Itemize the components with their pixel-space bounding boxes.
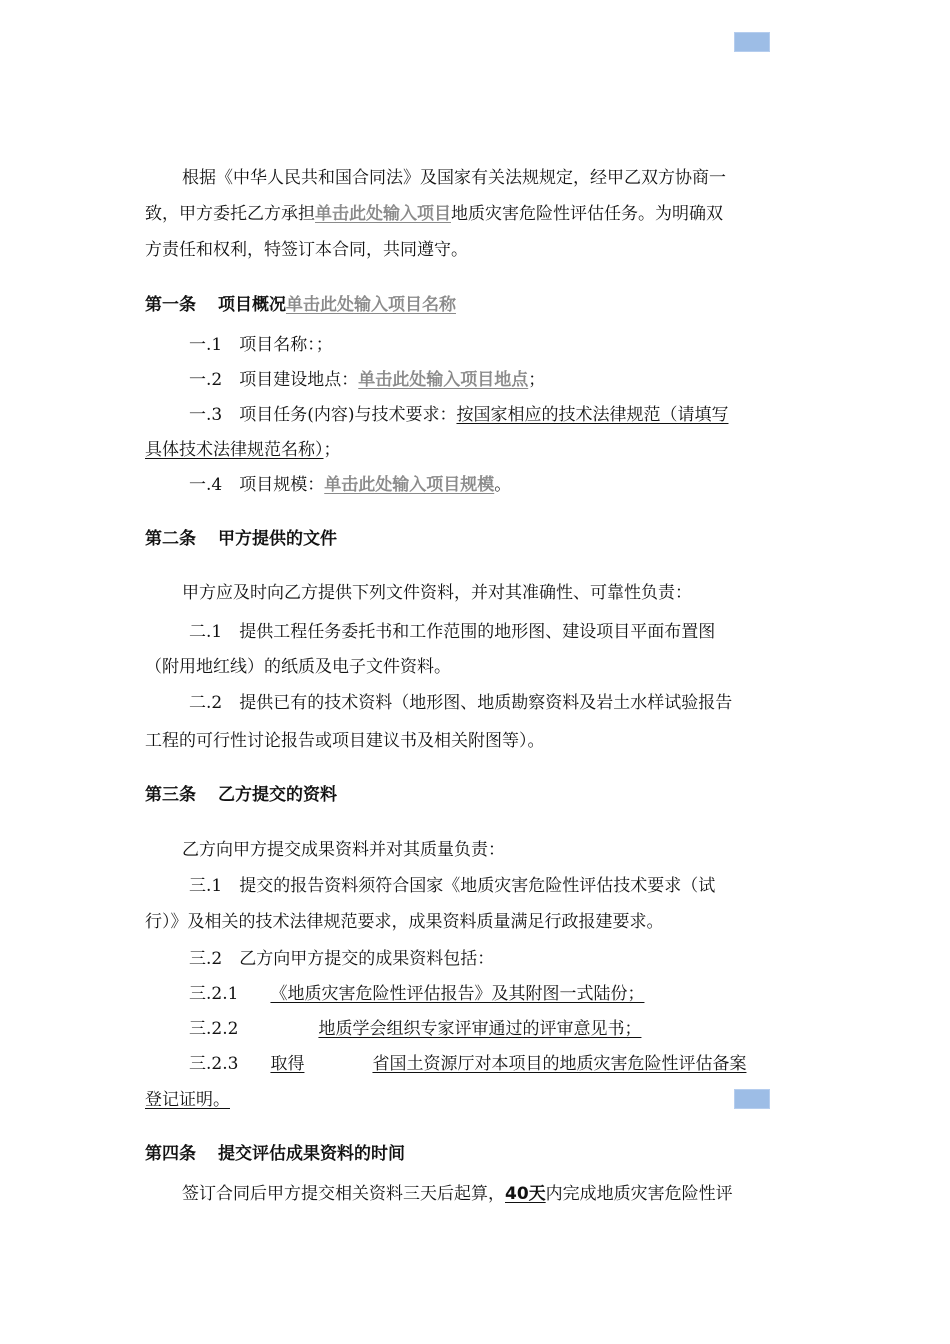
project-location-placeholder[interactable]: 单击此处输入项目地点 xyxy=(358,370,529,390)
article-3-sub-1: 三.2.1 《地质灾害危险性评估报告》及其附图一式陆份； xyxy=(189,984,645,1004)
article-3-item-2: 三.2 乙方向甲方提交的成果资料包括： xyxy=(189,949,495,969)
article-3-item-1-cont: 行）》及相关的技术法律规范要求，成果资料质量满足行政报建要求。 xyxy=(145,912,664,932)
article-1-item-3-cont: 具体技术法律规范名称）； xyxy=(145,440,341,460)
project-placeholder-field[interactable]: 单击此处输入项目 xyxy=(315,204,451,224)
article-1-heading: 第一条 项目概况单击此处输入项目名称 xyxy=(145,295,456,315)
intro-line-2: 致，甲方委托乙方承担单击此处输入项目地质灾害危险性评估任务。为明确双 xyxy=(145,204,723,224)
article-2-item-1-cont: （附用地红线）的纸质及电子文件资料。 xyxy=(145,657,451,677)
article-4-line-1: 签订合同后甲方提交相关资料三天后起算，40天内完成地质灾害危险性评 xyxy=(182,1184,733,1204)
intro-line-3: 方责任和权利，特签订本合同，共同遵守。 xyxy=(145,240,468,260)
article-2-intro: 甲方应及时向乙方提供下列文件资料，并对其准确性、可靠性负责： xyxy=(182,583,692,603)
article-2-heading: 第二条 甲方提供的文件 xyxy=(145,529,337,549)
article-3-sub-2: 三.2.2 地质学会组织专家评审通过的评审意见书； xyxy=(189,1019,642,1039)
article-2-item-2: 二.2 提供已有的技术资料（地形图、地质勘察资料及岩土水样试验报告 xyxy=(189,693,733,713)
article-2-item-2-cont: 工程的可行性讨论报告或项目建议书及相关附图等）。 xyxy=(145,731,545,751)
article-1-item-1: 一.1 项目名称：； xyxy=(189,335,333,355)
page-marker-middle xyxy=(734,1089,770,1109)
article-4-heading: 第四条 提交评估成果资料的时间 xyxy=(145,1144,405,1164)
article-1-item-3: 一.3 项目任务(内容)与技术要求：按国家相应的技术法律规范（请填写 xyxy=(189,405,729,425)
article-3-item-1: 三.1 提交的报告资料须符合国家《地质灾害危险性评估技术要求（试 xyxy=(189,876,716,896)
project-scale-placeholder[interactable]: 单击此处输入项目规模 xyxy=(324,475,495,495)
article-2-item-1: 二.1 提供工程任务委托书和工作范围的地形图、建设项目平面布置图 xyxy=(189,622,716,642)
article-1-item-4: 一.4 项目规模：单击此处输入项目规模。 xyxy=(189,475,512,495)
article-3-sub-3-cont: 登记证明。 xyxy=(145,1090,230,1110)
article-1-item-2: 一.2 项目建设地点：单击此处输入项目地点； xyxy=(189,370,546,390)
project-name-placeholder[interactable]: 单击此处输入项目名称 xyxy=(286,295,456,315)
article-3-heading: 第三条 乙方提交的资料 xyxy=(145,785,337,805)
article-3-sub-3: 三.2.3 取得 省国土资源厅对本项目的地质灾害危险性评估备案 xyxy=(189,1054,747,1074)
article-3-intro: 乙方向甲方提交成果资料并对其质量负责： xyxy=(182,840,505,860)
intro-line-1: 根据《中华人民共和国合同法》及国家有关法规规定，经甲乙双方协商一 xyxy=(182,168,726,188)
page-marker-top xyxy=(734,32,770,52)
